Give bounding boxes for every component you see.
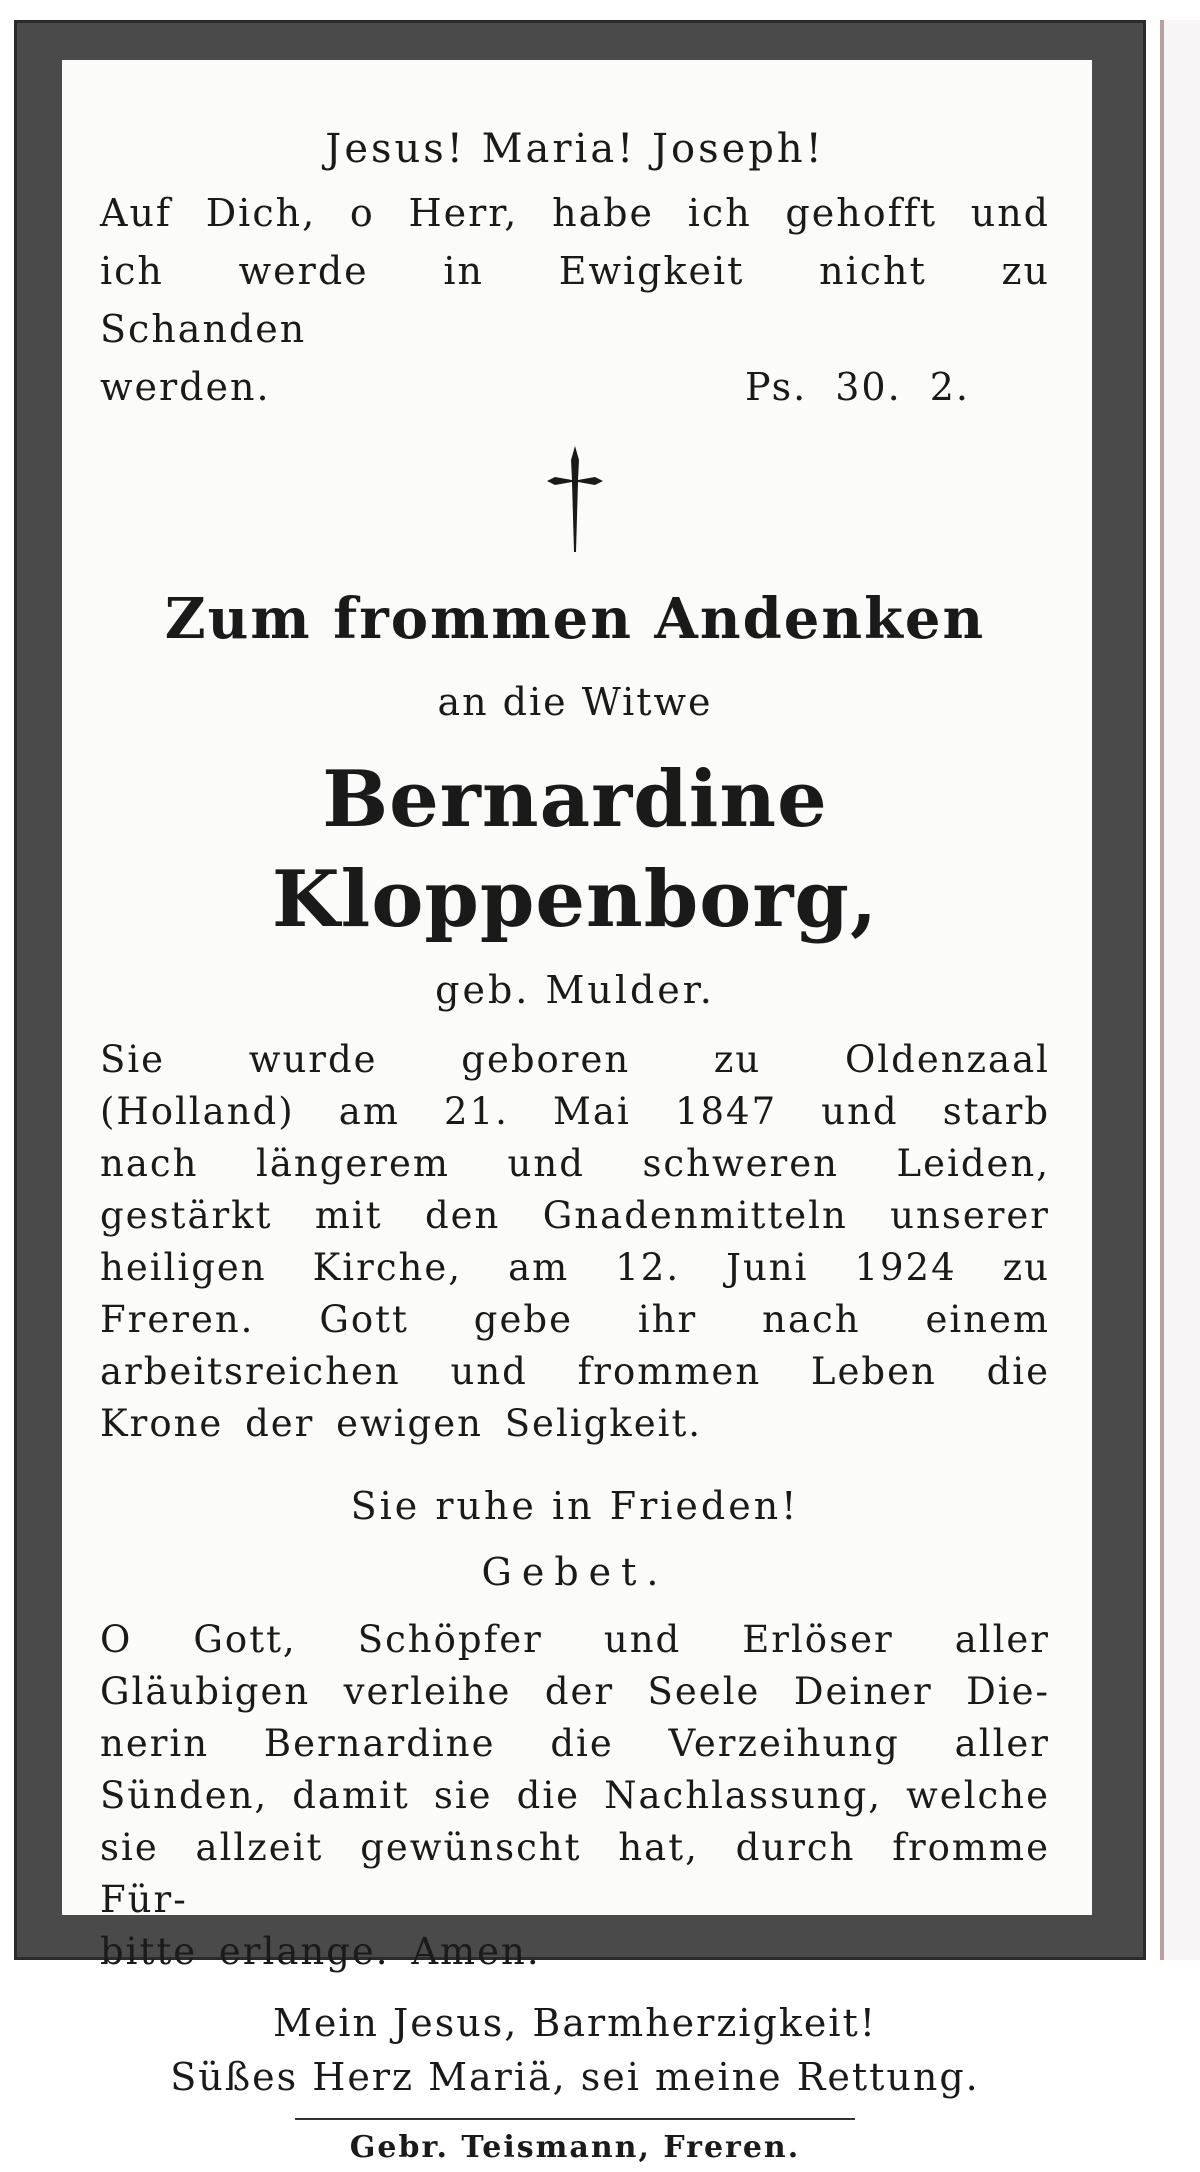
cross-container [100, 444, 1050, 564]
biography-line: gestärkt mit den Gnadenmitteln unserer [100, 1194, 1050, 1237]
invocation-jesus: Mein Jesus, Barmherzigkeit! [272, 2001, 878, 2045]
verse-reference: Ps. 30. 2. [745, 365, 970, 409]
prayer-text [100, 1614, 1050, 1978]
verse-line: Auf Dich, o Herr, habe ich gehofft und [100, 191, 1050, 235]
prayer-line: Gläubigen verleihe der Seele Deiner Die- [100, 1670, 1050, 1713]
biography-line: Sie wurde geboren zu Oldenzaal [100, 1038, 1050, 1081]
verse-line: werden. [100, 365, 271, 409]
biography [100, 1034, 1050, 1450]
prayer-line: sie allzeit gewünscht hat, durch fromme Für- [100, 1826, 1050, 1921]
latin-cross-icon [545, 444, 605, 554]
prayer-line: bitte erlange. Amen. [100, 1930, 541, 1973]
biography-line: arbeitsreichen und frommen Leben die [100, 1350, 1050, 1393]
memorial-heading: Zum frommen Andenken [164, 586, 986, 652]
divider-rule [295, 2118, 855, 2120]
biography-line: (Holland) am 21. Mai 1847 und starb [100, 1090, 1050, 1133]
biography-line: Krone der ewigen Seligkeit. [100, 1402, 703, 1445]
verse-line: ich werde in Ewigkeit nicht zu Schanden [100, 249, 1050, 351]
verse-last-line [100, 358, 1050, 416]
prayer-title: Gebet. [481, 1550, 669, 1594]
biography-line: nach längerem und schweren Leiden, [100, 1142, 1050, 1185]
memorial-card [62, 60, 1092, 2165]
deceased-name: Bernardine Kloppenborg, [271, 754, 879, 945]
rest-in-peace: Sie ruhe in Frieden! [350, 1484, 800, 1528]
verse-heading: Jesus! Maria! Joseph! [325, 126, 825, 172]
biography-line: Freren. Gott gebe ihr nach einem [100, 1298, 1050, 1341]
maiden-name: geb. Mulder. [435, 968, 715, 1012]
verse-text [100, 184, 1050, 416]
invocation-heart: Süßes Herz Mariä, sei meine Rettung. [170, 2055, 980, 2099]
biography-line: heiligen Kirche, am 12. Juni 1924 zu [100, 1246, 1050, 1289]
card-edge [1160, 20, 1200, 1960]
memorial-intro: an die Witwe [437, 680, 713, 724]
prayer-line: Sünden, damit sie die Nachlassung, welche [100, 1774, 1050, 1817]
printer-imprint: Gebr. Teismann, Freren. [349, 2130, 801, 2165]
prayer-line: O Gott, Schöpfer und Erlöser aller [100, 1618, 1050, 1661]
prayer-line: nerin Bernardine die Verzeihung aller [100, 1722, 1050, 1765]
card-content [100, 120, 1050, 2172]
